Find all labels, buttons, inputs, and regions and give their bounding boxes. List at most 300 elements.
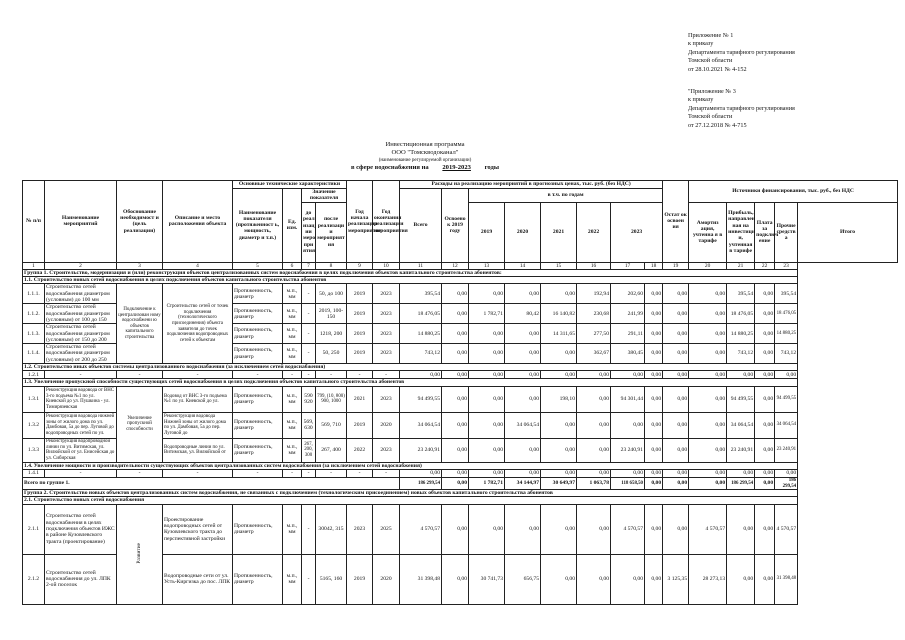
appendix-1-line: от 28.10.2021 № 4-152 [688,65,747,73]
col-number: 17 [611,262,645,269]
row-y2021: 198,10 [541,386,577,412]
row-profit: 28 273,13 [689,554,727,604]
row-total: 0,00 [400,371,442,379]
row-y2021: 14 311,65 [541,324,577,344]
row-y2020: 656,75 [505,554,541,604]
row-y2019: 0,00 [469,284,505,304]
row-mastered: 0,00 [442,469,469,477]
col-number: 18 [645,262,663,269]
row-before: - [302,554,316,604]
row-unit: м.п., мм [283,304,302,324]
row-remainder: 0,00 [645,504,663,554]
row-amortization: 0,00 [663,504,689,554]
row-other: 0,00 [755,412,775,438]
row-y2023: 4 570,57 [611,504,645,554]
row-unit: м.п., мм [283,554,302,604]
row-y2022: 0,00 [577,504,611,554]
row-after: - [316,371,347,379]
row-amortization: 0,00 [663,284,689,304]
col-number: 10 [373,262,400,269]
row-profit: 0,00 [689,371,727,379]
row-start: 2019 [347,412,373,438]
appendix-2-line: к приказу [688,96,714,104]
col-year-2019: 2019 [469,202,505,262]
total-y2020: 34 144,97 [505,477,541,489]
row-y2020: 0,00 [505,324,541,344]
col-number: 4 [163,262,233,269]
col-year-2022: 2022 [577,202,611,262]
row-after: 569, 710 [316,412,347,438]
row-y2019: 30 741,73 [469,554,505,604]
row-name: Строительство сетей водоснабжения диаметром (условным) от 150 до 200 [45,324,117,344]
row-unit: м.п., мм [283,438,302,462]
row-unit: м.п., мм [283,504,302,554]
row-sources-total: 4 570,57 [775,504,798,554]
col-number: 13 [469,262,505,269]
col-connection-fee: Плата за подключ ение [755,202,775,262]
row-y2022: 0,00 [577,469,611,477]
row-indicator: - [233,469,283,477]
row-y2022: 362,67 [577,344,611,364]
section-1-4-title: 1.4. Увеличение мощности и производительности существующих объектов централизованных систем водоснабжения (за исключением сетей водоснабжения) [23,462,798,469]
total-y2019: 1 782,71 [469,477,505,489]
total-profit: 0,00 [689,477,727,489]
row-mastered: 0,00 [442,304,469,324]
col-remainder: Остат ок освоен ия [663,181,689,263]
row-after: 50, до 100 [316,284,347,304]
col-number: 15 [541,262,577,269]
appendix-1-line: к приказу [688,40,714,48]
row-y2019: 0,00 [469,324,505,344]
row-unit: - [283,371,302,379]
col-number: 6 [283,262,302,269]
row-sources-total: 0,00 [775,469,798,477]
row-num: 1.3.2 [23,412,45,438]
row-justification [117,504,163,604]
row-start: 2023 [347,504,373,554]
col-number: 3 [117,262,163,269]
col-total: Всего [400,189,442,263]
col-number: 9 [347,262,373,269]
section-1-3-title: 1.3. Увеличение пропускной способности существующих сетей водоснабжения в целях подключения объектов капитального строительства абонентов [23,379,798,386]
row-other: 0,00 [755,371,775,379]
row-fee: 94 499,55 [727,386,755,412]
row-unit: м.п., мм [283,412,302,438]
row-y2020: 0,00 [505,386,541,412]
row-y2019: 1 782,71 [469,304,505,324]
row-other: 0,00 [755,344,775,364]
row-justification: - [117,469,163,477]
col-before: до реал изац ии меро при ятия [302,202,316,262]
row-profit: 0,00 [689,386,727,412]
row-description: Проектирование водопроводных сетей от Кузовлевского тракта до перспективной застройки [163,504,233,554]
row-end: 2023 [373,386,400,412]
row-description: Водопроводные сети от ул. Усть-Киргизка до пос. ЛПК [163,554,233,604]
row-total: 23 240,91 [400,438,442,462]
row-y2023: 23 240,91 [611,438,645,462]
row-start: - [347,469,373,477]
row-end: - [373,371,400,379]
row-other: 0,00 [755,284,775,304]
appendix-2-line: Департамента тарифного регулирования [688,104,795,112]
row-profit: 0,00 [689,438,727,462]
row-amortization: 0,00 [663,469,689,477]
row-fee: 23 240,91 [727,438,755,462]
row-sources-total: 743,12 [775,344,798,364]
col-profit: Прибыль, направлен ная на инвестици и, учтенная в тарифе [727,202,755,262]
row-unit: м.п., мм [283,324,302,344]
row-after: 2019, 100-150 [316,304,347,324]
total-mastered: 0,00 [442,477,469,489]
row-end: 2023 [373,284,400,304]
col-number: 21 [727,262,755,269]
group-1-total-row [23,477,898,489]
row-name: - [45,469,117,477]
col-number: 5 [233,262,283,269]
costs-group-header: Расходы на реализацию мероприятий в прогнозных ценах, тыс. руб. (без НДС) [400,181,663,189]
col-other: Прочие средств а [775,202,798,262]
row-y2023: 291,11 [611,324,645,344]
row-amortization: 0,00 [663,412,689,438]
row-fee: 0,00 [727,504,755,554]
row-start: 2019 [347,554,373,604]
row-indicator: Протяженность, диаметр [233,438,283,462]
sphere-suffix: годы [484,163,500,171]
row-num: 1.1.2. [23,304,45,324]
row-unit: - [283,469,302,477]
col-end-year: Год окончания реализации мероприятия [373,181,400,263]
row-before: - [302,284,316,304]
col-year-2020: 2020 [505,202,541,262]
program-years: 2019-2023 [442,163,471,171]
row-name: Строительство сетей водоснабжения диаметром (условным) от 200 до 250 [45,344,117,364]
row-profit: 0,00 [689,412,727,438]
row-y2023: 0,00 [611,412,645,438]
col-number: 7 [302,262,316,269]
row-y2019: 0,00 [469,344,505,364]
investment-table [22,180,898,605]
row-before: - [302,504,316,554]
row-num: 1.1.3. [23,324,45,344]
col-number: 8 [316,262,347,269]
row-y2023: 94 301,44 [611,386,645,412]
row-num: 1.1.1. [23,284,45,304]
column-numbers-row [23,262,898,269]
row-profit: 4 570,57 [689,504,727,554]
row-fee: 18 476,05 [727,304,755,324]
row-fee: 743,12 [727,344,755,364]
row-amortization: 0,00 [663,344,689,364]
row-amortization: 0,00 [663,438,689,462]
col-year-2023: 2023 [611,202,663,262]
row-justification: Подключение к централизован ному водоснабжени ю объектов капитального строительства [117,284,163,364]
row-indicator: Протяженность, диаметр [233,386,283,412]
appendix-1-line: Приложение № 1 [688,32,734,39]
row-y2022: 0,00 [577,386,611,412]
row-description: Водопроводные линии по ул. Витимская, ул. Вилюйской от [163,438,233,462]
col-number: 23 [775,262,798,269]
col-name: Наименование мероприятий [45,181,117,263]
row-y2021: 0,00 [541,554,577,604]
row-indicator: Протяженность, диаметр [233,324,283,344]
row-mastered: 0,00 [442,344,469,364]
appendix-2 [688,88,898,130]
row-amortization: 3 125,35 [663,554,689,604]
row-end: 2023 [373,324,400,344]
table-row [23,469,898,477]
value-group-header: Значение показателя [302,189,347,203]
row-y2020: 0,00 [505,469,541,477]
row-description: - [163,469,233,477]
table-row [23,371,898,379]
row-name: Строительство сетей водоснабжения диаметром (условным) до 100 мм [45,284,117,304]
row-fee: 395,54 [727,284,755,304]
row-end: 2023 [373,438,400,462]
row-y2021: 0,00 [541,469,577,477]
total-y2021: 30 649,97 [541,477,577,489]
appendix-2-line: от 27.12.2018 № 4-715 [688,121,747,129]
row-justification: - [117,371,163,379]
row-y2021: 16 140,82 [541,304,577,324]
row-indicator: Протяженность, диаметр [233,504,283,554]
row-start: 2022 [347,438,373,462]
row-fee: 0,00 [727,371,755,379]
row-after: 50, 250 [316,344,347,364]
section-2-1-title: 2.1. Строительство новых сетей водоснабжения [23,497,798,504]
row-y2023: 202,60 [611,284,645,304]
row-before: 569, 630 [302,412,316,438]
row-y2022: 192,94 [577,284,611,304]
row-unit: м.п., мм [283,386,302,412]
row-num: 1.4.1 [23,469,45,477]
row-remainder: 0,00 [645,412,663,438]
row-start: 2019 [347,324,373,344]
row-amortization: 0,00 [663,324,689,344]
col-number: 12 [442,262,469,269]
col-number: 20 [689,262,727,269]
row-fee: 34 064,54 [727,412,755,438]
row-y2022: 0,00 [577,371,611,379]
row-justification: Увеличение пропускной способности [117,386,163,462]
row-y2022: 0,00 [577,438,611,462]
col-indicator: Наименование показателя (протяженност ь, мощность, диаметр и т.п.) [233,189,283,263]
row-other: 0,00 [755,304,775,324]
row-sources-total: 14 880,25 [775,324,798,344]
row-total: 18 476,05 [400,304,442,324]
row-fee: 0,00 [727,554,755,604]
row-y2022: 0,00 [577,554,611,604]
col-number: 1 [23,262,45,269]
organization-name: ООО "Томскводоканал" [391,149,459,157]
row-total: 31 398,48 [400,554,442,604]
row-after: 5165, 160 [316,554,347,604]
row-y2022: 230,68 [577,304,611,324]
row-profit: 0,00 [689,284,727,304]
sphere-line [280,164,570,172]
row-sources-total: 23 240,91 [775,438,798,462]
row-description: - [163,371,233,379]
row-y2021: 0,00 [541,504,577,554]
row-y2019: 0,00 [469,469,505,477]
row-profit: 0,00 [689,304,727,324]
row-y2021: 0,00 [541,412,577,438]
row-num: 2.1.1 [23,504,45,554]
row-num: 1.3.3 [23,438,45,462]
row-mastered: 0,00 [442,371,469,379]
row-y2020: 0,00 [505,504,541,554]
row-end: 2023 [373,344,400,364]
row-indicator: - [233,371,283,379]
col-mastered: Освоено к 2019 году [442,189,469,263]
row-mastered: 0,00 [442,386,469,412]
row-after: 30042, 315 [316,504,347,554]
row-mastered: 0,00 [442,284,469,304]
row-y2023: 241,99 [611,304,645,324]
row-amortization: 0,00 [663,371,689,379]
row-before: - [302,344,316,364]
row-start: - [347,371,373,379]
row-amortization: 0,00 [663,304,689,324]
row-indicator: Протяженность, диаметр [233,284,283,304]
row-total: 4 570,57 [400,504,442,554]
row-y2021: 0,00 [541,284,577,304]
row-end: 2020 [373,412,400,438]
total-total: 186 299,54 [400,477,442,489]
row-y2020: 0,00 [505,284,541,304]
row-total: 94 499,55 [400,386,442,412]
total-amortization: 0,00 [663,477,689,489]
total-y2023: 118 658,50 [611,477,645,489]
row-other: 0,00 [755,324,775,344]
row-start: 2019 [347,284,373,304]
total-label: Всего по группе 1. [23,477,400,489]
total-other: 0,00 [755,477,775,489]
row-indicator: Протяженность, диаметр [233,344,283,364]
row-amortization: 0,00 [663,386,689,412]
row-remainder: 0,00 [645,371,663,379]
row-name: Строительство сетей водоснабжения до ул. ЛПК 2-ой поселок [45,554,117,604]
row-y2020: 0,00 [505,438,541,462]
row-sources-total: 34 064,54 [775,412,798,438]
row-name: Строительство сетей водоснабжения в целях подключения объектов ИЖС в районе Кузовлевского тракта (проектирование) [45,504,117,554]
col-justification: Обоснование необходимост и (цель реализации) [117,181,163,263]
row-after: - [316,469,347,477]
row-y2019: 0,00 [469,504,505,554]
col-amortization: Амортиз ация, учтенна я в тарифе [689,202,727,262]
title-line-1: Инвестиционная программа [385,141,465,148]
total-remainder: 0,00 [645,477,663,489]
total-y2022: 1 063,78 [577,477,611,489]
row-total: 395,54 [400,284,442,304]
row-num: 1.2.1 [23,371,45,379]
row-description: Реконструкция водовода Нижней зоны от жилого дома по ул. Дамбовая, 5а до пер. Луговой до [163,412,233,438]
document-title [280,141,570,172]
table-row [23,386,898,412]
row-sources-total: 0,00 [775,371,798,379]
row-before: - [302,304,316,324]
appendix-2-line: "Приложение № 3 [688,88,736,95]
row-start: 2019 [347,304,373,324]
row-before: 590 920 [302,386,316,412]
row-y2023: 0,00 [611,554,645,604]
col-after: после реализаци и мероприят ия [316,202,347,262]
row-mastered: 0,00 [442,324,469,344]
row-end: - [373,469,400,477]
row-y2021: 0,00 [541,438,577,462]
table-row [23,284,898,304]
row-unit: м.п., мм [283,284,302,304]
row-indicator: Протяженность, диаметр [233,304,283,324]
row-other: 0,00 [755,386,775,412]
row-name: Реконструкция водовода от ВНС 3-го подъема №1 по ул. Киевской до ул. Пушкина - ул. Тимирязевская [45,386,117,412]
row-profit: 0,00 [689,469,727,477]
col-year-2021: 2021 [541,202,577,262]
sphere-prefix: в сфере водоснабжения на [350,163,429,171]
row-y2020: 34 064,54 [505,412,541,438]
row-sources-total: 31 398,48 [775,554,798,604]
group-2-title: Группа 2. Строительство новых объектов централизованных систем водоснабжения, не связанных с подключением (технологическим присоединением) новых объектов капитального строительства абонентов [23,490,798,497]
appendix-2-line: Томской области [688,113,733,121]
row-start: 2021 [347,386,373,412]
row-remainder: 0,00 [645,344,663,364]
section-1-2-title: 1.2. Строительство иных объектов системы централизованного водоснабжения (за исключением сетей водоснабжения) [23,364,798,371]
col-number: 16 [577,262,611,269]
row-after: 267, 400 [316,438,347,462]
row-indicator: Протяженность, диаметр [233,412,283,438]
row-name: Реконструкция водопроводной линии по ул. Витимская, ул. Вилюйской от ул. Енисейская до ул. Сибирская [45,438,117,462]
row-num: 1.3.1 [23,386,45,412]
col-number: 2 [45,262,117,269]
group-1-title: Группа 1. Строительство, модернизация и (или) реконструкция объектов централизованных систем водоснабжения в целях подключения объектов капитального строительства абонентов: [23,269,798,276]
row-name: Реконструкция водовода нижней зоны от жилого дома по ул. Дамбовая, 5а до пер. Луговой до водопроводных сетей по ул. [45,412,117,438]
row-y2019: 0,00 [469,371,505,379]
row-remainder: 0,00 [645,324,663,344]
row-before: 267, 200, 300 [302,438,316,462]
row-sources-total: 94 499,55 [775,386,798,412]
row-after: 1218, 200 [316,324,347,344]
sources-group-header: Источники финансирования, тыс. руб., без НДС [689,181,898,203]
col-number: 14 [505,262,541,269]
appendix-1-line: Департамента тарифного регулирования [688,48,795,56]
row-remainder: 0,00 [645,469,663,477]
row-other: 0,00 [755,554,775,604]
col-start-year: Год начала реализации мероприятия [347,181,373,263]
row-mastered: 0,00 [442,412,469,438]
row-y2019: 0,00 [469,386,505,412]
by-years-header: в т.ч. по годам [469,189,663,203]
row-description: Водовод от ВНС 3-го подъема №1 по ул. Киевской до ул. [163,386,233,412]
total-fee: 186 299,54 [727,477,755,489]
row-name: - [45,371,117,379]
table-row [23,504,898,554]
row-y2022: 277,50 [577,324,611,344]
row-y2023: 0,00 [611,371,645,379]
row-remainder: 0,00 [645,304,663,324]
row-sources-total: 18 476,05 [775,304,798,324]
tech-group-header: Основные технические характеристики [233,181,347,189]
row-sources-total: 395,54 [775,284,798,304]
row-num: 2.1.2 [23,554,45,604]
col-number: 19 [663,262,689,269]
row-before: - [302,469,316,477]
row-after: 799, (10, 800) 900, 1000 [316,386,347,412]
row-other: 0,00 [755,504,775,554]
row-remainder: 0,00 [645,554,663,604]
row-mastered: 0,00 [442,438,469,462]
row-remainder: 0,00 [645,386,663,412]
row-end: 2020 [373,554,400,604]
row-y2019: 0,00 [469,412,505,438]
